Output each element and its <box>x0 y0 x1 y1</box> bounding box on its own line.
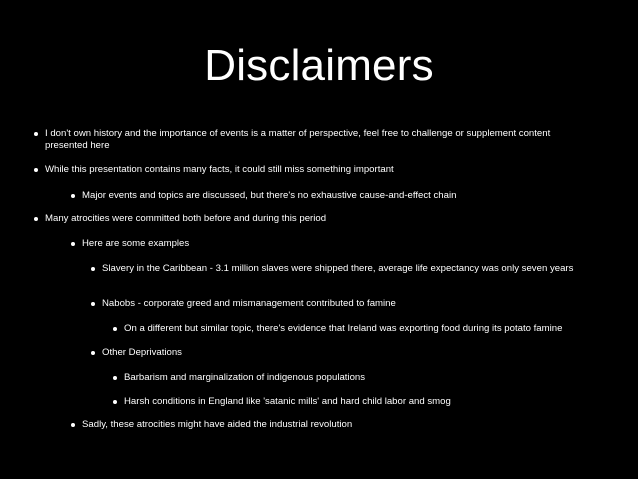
bullet-text: Nabobs - corporate greed and mismanagement contributed to famine <box>102 298 396 309</box>
bullet-level-3 <box>102 298 602 310</box>
bullet-text: Barbarism and marginalization of indigenous populations <box>124 372 366 383</box>
bullet-text: Major events and topics are discussed, but there's no exhaustive cause-and-effect chain <box>82 190 457 201</box>
bullet-text: Many atrocities were committed both before and during this period <box>45 213 327 224</box>
bullet-dot-icon <box>71 194 75 198</box>
bullet-dot-icon <box>113 327 117 331</box>
bullet-text: On a different but similar topic, there's evidence that Ireland was exporting food during its potato famine <box>124 323 563 334</box>
bullet-level-3 <box>102 263 582 275</box>
bullet-text: Other Deprivations <box>102 347 182 358</box>
bullet-level-1 <box>45 213 605 225</box>
bullet-level-1 <box>45 164 605 176</box>
bullet-level-1 <box>45 128 585 152</box>
bullet-text: Here are some examples <box>82 238 190 249</box>
bullet-dot-icon <box>91 302 95 306</box>
bullet-dot-icon <box>113 400 117 404</box>
bullet-dot-icon <box>91 267 95 271</box>
bullet-level-3 <box>102 347 602 359</box>
slide-title: Disclaimers <box>204 41 434 90</box>
bullet-dot-icon <box>34 217 38 221</box>
bullet-dot-icon <box>91 351 95 355</box>
bullet-text: Harsh conditions in England like 'satanic mills' and hard child labor and smog <box>124 396 451 407</box>
bullet-level-2 <box>82 419 602 431</box>
bullet-level-4 <box>124 323 624 335</box>
bullet-text: While this presentation contains many facts, it could still miss something important <box>45 164 394 175</box>
bullet-dot-icon <box>71 423 75 427</box>
bullet-level-4 <box>124 372 624 384</box>
bullet-text: I don't own history and the importance of events is a matter of perspective, feel free to challenge or supplement content presented here <box>45 128 551 151</box>
bullet-level-2 <box>82 190 602 202</box>
bullet-text: Slavery in the Caribbean - 3.1 million slaves were shipped there, average life expectancy was only seven years <box>102 263 574 274</box>
bullet-level-4 <box>124 396 624 408</box>
bullet-dot-icon <box>113 376 117 380</box>
bullet-text: Sadly, these atrocities might have aided the industrial revolution <box>82 419 353 430</box>
bullet-level-2 <box>82 238 602 250</box>
bullet-dot-icon <box>71 242 75 246</box>
bullet-dot-icon <box>34 168 38 172</box>
bullet-dot-icon <box>34 132 38 136</box>
